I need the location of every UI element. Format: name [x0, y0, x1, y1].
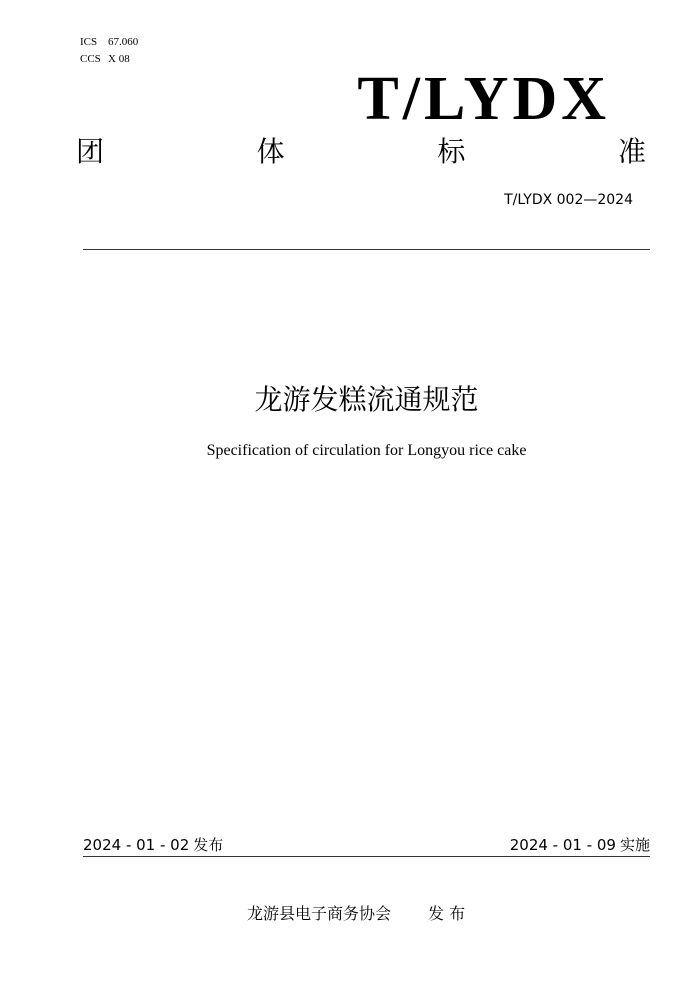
standard-logo: T/LYDX: [357, 65, 610, 133]
issue-date-value: 2024 - 01 - 02: [83, 836, 190, 854]
publisher-name: 龙游县电子商务协会: [247, 904, 392, 923]
document-title-chinese: 龙游发糕流通规范: [254, 383, 479, 416]
ics-label: ICS: [80, 36, 98, 48]
implementation-date: [510, 835, 650, 855]
standard-category: [76, 134, 646, 170]
ccs-code: X 08: [108, 53, 130, 65]
standard-number: T/LYDX 002—2024: [504, 192, 633, 208]
document-title-english: Specification of circulation for Longyou rice cake: [206, 442, 527, 459]
issue-date: [83, 835, 223, 855]
ics-code: 67.060: [108, 36, 139, 48]
bottom-divider: [83, 856, 650, 857]
category-char: 标: [437, 135, 466, 168]
category-char: 准: [617, 135, 646, 168]
implementation-date-label: 实施: [619, 836, 650, 854]
publisher-action: 发 布: [428, 904, 466, 923]
ics-classification: [80, 35, 138, 49]
issue-date-label: 发布: [193, 836, 224, 854]
category-char: 团: [76, 135, 105, 168]
top-divider: [83, 249, 650, 250]
implementation-date-value: 2024 - 01 - 09: [509, 836, 616, 854]
category-char: 体: [256, 135, 285, 168]
ccs-classification: [80, 52, 130, 66]
ccs-label: CCS: [80, 53, 101, 65]
